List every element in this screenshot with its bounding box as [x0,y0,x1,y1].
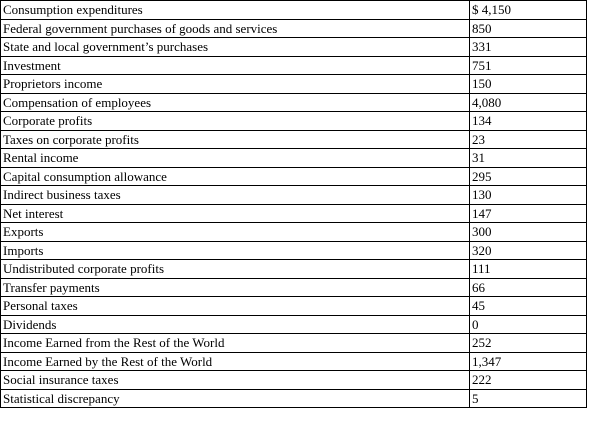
table-row [1,130,587,149]
table-row [1,1,587,20]
row-value: 147 [470,204,587,223]
table-row [1,223,587,242]
row-value: 31 [470,149,587,168]
row-label: Capital consumption allowance [1,167,470,186]
row-value: 320 [470,241,587,260]
row-value: 130 [470,186,587,205]
row-label: Compensation of employees [1,93,470,112]
row-value: 150 [470,75,587,94]
row-label: Transfer payments [1,278,470,297]
row-label: Social insurance taxes [1,371,470,390]
table-row [1,75,587,94]
table-row [1,149,587,168]
row-value: $ 4,150 [470,1,587,20]
row-value: 850 [470,19,587,38]
row-label: Personal taxes [1,297,470,316]
table-row [1,352,587,371]
table-row [1,186,587,205]
row-label: Indirect business taxes [1,186,470,205]
table-row [1,56,587,75]
row-label: Income Earned by the Rest of the World [1,352,470,371]
table-row [1,315,587,334]
row-value: 295 [470,167,587,186]
table-row [1,371,587,390]
row-value: 5 [470,389,587,408]
table-row [1,389,587,408]
row-label: Corporate profits [1,112,470,131]
table-row [1,241,587,260]
table-row [1,38,587,57]
table-row [1,204,587,223]
row-label: Imports [1,241,470,260]
table-row [1,112,587,131]
row-value: 1,347 [470,352,587,371]
row-value: 45 [470,297,587,316]
row-value: 134 [470,112,587,131]
table-row [1,334,587,353]
row-label: Net interest [1,204,470,223]
row-value: 111 [470,260,587,279]
row-label: Income Earned from the Rest of the World [1,334,470,353]
table-row [1,260,587,279]
row-value: 751 [470,56,587,75]
table-row [1,278,587,297]
row-label: Consumption expenditures [1,1,470,20]
row-label: Dividends [1,315,470,334]
table-row [1,297,587,316]
row-label: Undistributed corporate profits [1,260,470,279]
table-row [1,93,587,112]
table-body [1,1,587,408]
row-label: State and local government’s purchases [1,38,470,57]
row-label: Rental income [1,149,470,168]
row-label: Exports [1,223,470,242]
row-label: Taxes on corporate profits [1,130,470,149]
row-value: 4,080 [470,93,587,112]
row-value: 222 [470,371,587,390]
row-value: 23 [470,130,587,149]
row-label: Investment [1,56,470,75]
row-value: 300 [470,223,587,242]
row-label: Proprietors income [1,75,470,94]
row-label: Federal government purchases of goods and services [1,19,470,38]
row-value: 66 [470,278,587,297]
row-value: 252 [470,334,587,353]
row-label: Statistical discrepancy [1,389,470,408]
row-value: 0 [470,315,587,334]
row-value: 331 [470,38,587,57]
table-row [1,19,587,38]
table-row [1,167,587,186]
